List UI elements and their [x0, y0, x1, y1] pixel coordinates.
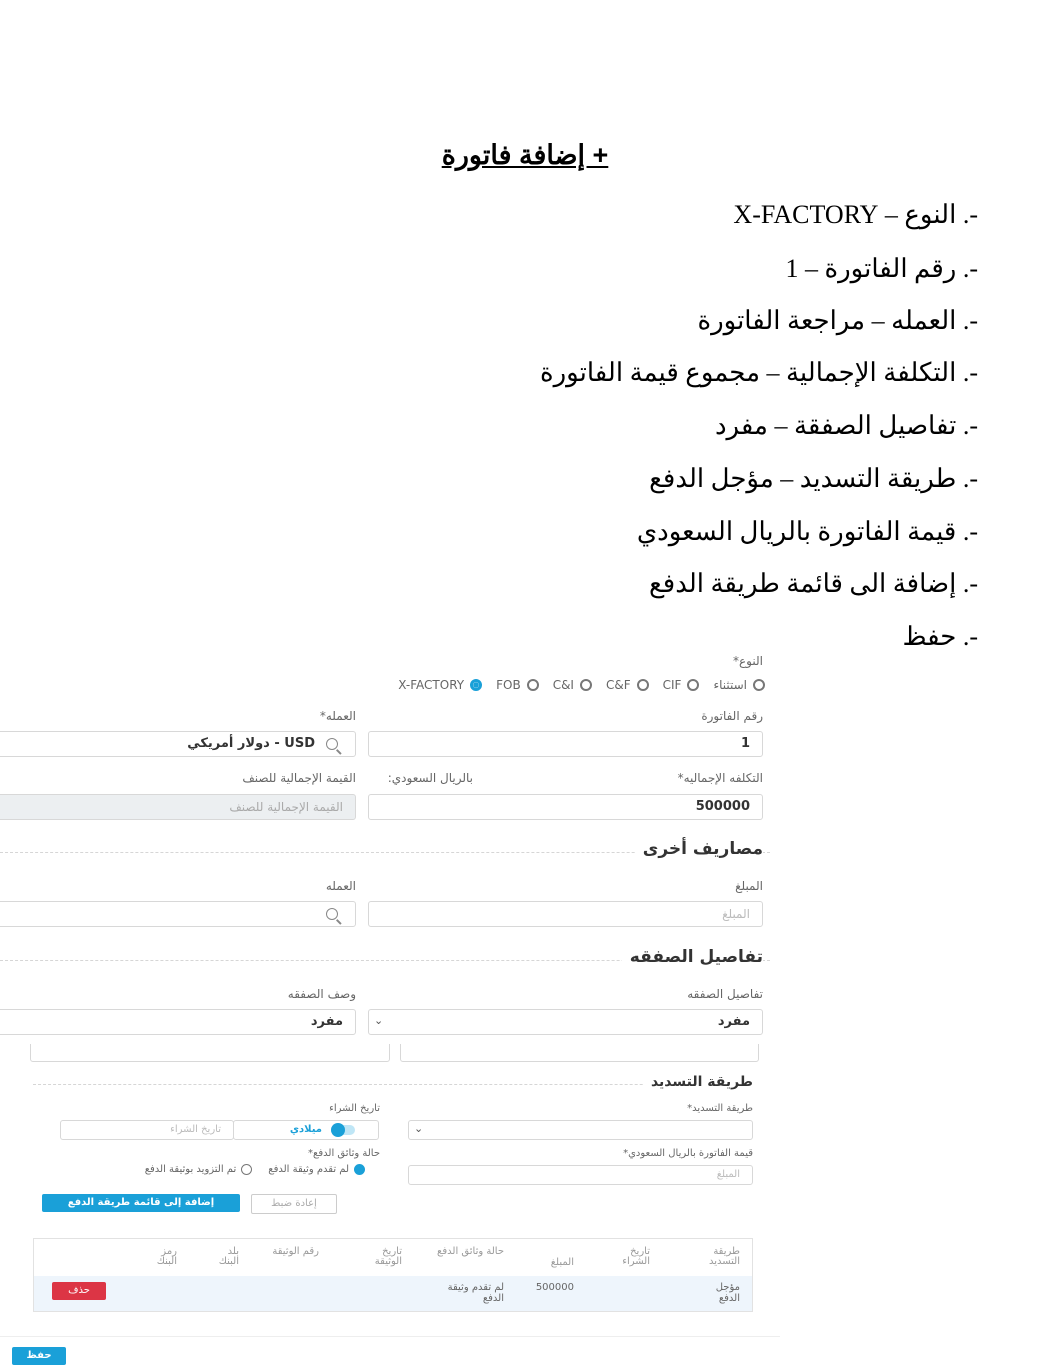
col-header: رمز البنك [156, 1246, 177, 1267]
col-header: تاريخ الوثيقة [374, 1246, 402, 1267]
doc-status-radio-group [40, 1164, 365, 1175]
delete-button[interactable]: حذف [52, 1282, 106, 1300]
invoice-number-input[interactable]: 1 [368, 731, 763, 757]
payment-method-select[interactable] [408, 1120, 753, 1140]
step-type: -. النوع – X-FACTORY [733, 200, 978, 229]
radio-not-submitted[interactable]: لم تقدم وثيقة الدفع [268, 1164, 365, 1175]
step-total-cost: -. التكلفة الإجمالية – مجموع قيمة الفاتورة [540, 358, 978, 387]
add-to-payment-list-button[interactable]: إضافة إلى قائمة طريقة الدفع [42, 1194, 240, 1212]
step-add-to-list: -. إضافة الى قائمة طريقة الدفع [648, 569, 978, 598]
col-header: حالة وثائق الدفع [437, 1246, 504, 1257]
other-expenses-title: مصاريف أخرى [635, 839, 763, 859]
radio-x-factory[interactable]: X-FACTORY [398, 678, 482, 692]
type-label: النوع* [733, 654, 763, 668]
col-header: تاريخ الشراء [622, 1246, 650, 1267]
chevron-down-icon: ⌄ [374, 1014, 384, 1027]
row-amount: 500000 [535, 1282, 574, 1293]
radio-exception[interactable]: استثناء [713, 678, 765, 692]
doc-status-label: حالة وثائق الدفع* [308, 1148, 380, 1159]
purchase-date-input[interactable]: تاريخ الشراء [60, 1120, 234, 1140]
step-invoice-sar: -. قيمة الفاتورة بالريال السعودي [636, 517, 978, 546]
currency2-label: العمله [325, 879, 356, 893]
amount-input[interactable]: المبلغ [368, 901, 763, 927]
table-row [34, 1276, 752, 1311]
radio-submitted[interactable]: تم التزويد بوثيقة الدفع [145, 1164, 253, 1175]
radio-cif[interactable]: CIF [663, 678, 700, 692]
payment-form-screenshot [0, 1044, 780, 1370]
amount-label: المبلغ [735, 879, 763, 893]
search-icon [326, 738, 338, 750]
deal-details-select[interactable]: مفرد [368, 1009, 763, 1035]
type-radio-group [398, 678, 765, 692]
step-invoice-number: -. رقم الفاتورة – 1 [785, 254, 978, 283]
deal-desc-input[interactable]: مفرد [0, 1009, 356, 1035]
radio-icon [241, 1164, 252, 1175]
payment-table [33, 1238, 753, 1312]
col-header: رقم الوثيقة [272, 1246, 319, 1257]
reset-button[interactable]: إعادة ضبط [251, 1194, 337, 1214]
calendar-type-toggle[interactable] [233, 1120, 379, 1140]
total-cost-label: التكلفه الإجماليه* [677, 771, 763, 785]
radio-icon [753, 679, 765, 691]
radio-c-and-i[interactable]: C&I [553, 678, 592, 692]
payment-method-label: طريقة التسديد* [687, 1103, 753, 1114]
row-method: مؤجل الدفع [715, 1282, 740, 1304]
radio-c-and-f[interactable]: C&F [606, 678, 649, 692]
row-doc-status: لم تقدم وثيقة الدفع [447, 1282, 504, 1304]
chevron-down-icon: ⌄ [414, 1122, 424, 1135]
radio-icon [637, 679, 649, 691]
cropped-input [30, 1044, 390, 1062]
calendar-toggle-label: ميلادي [289, 1124, 322, 1135]
radio-icon [687, 679, 699, 691]
radio-icon [527, 679, 539, 691]
currency-label: العمله* [319, 709, 356, 723]
radio-selected-icon [354, 1164, 365, 1175]
step-currency: -. العمله – مراجعة الفاتورة [697, 306, 978, 335]
invoice-number-label: رقم الفاتورة [701, 709, 763, 723]
invoice-sar-input[interactable]: المبلغ [408, 1165, 753, 1185]
step-deal-details: -. تفاصيل الصفقة – مفرد [714, 411, 978, 440]
item-total-input: القيمة الإجمالية للصنف [0, 794, 356, 820]
payment-section-title: طريقة التسديد [643, 1074, 753, 1090]
total-cost-input[interactable]: 500000 [368, 794, 763, 820]
deal-section-title: تفاصيل الصفقه [622, 947, 763, 967]
save-button[interactable]: حفظ [12, 1347, 66, 1365]
deal-desc-label: وصف الصفقه [287, 987, 356, 1001]
radio-selected-icon [470, 679, 482, 691]
toggle-switch-icon [331, 1125, 355, 1135]
col-header: بلد البنك [218, 1246, 239, 1267]
radio-icon [580, 679, 592, 691]
col-header: طريقة التسديد [708, 1246, 740, 1267]
col-header: المبلغ [550, 1257, 574, 1268]
purchase-date-label: تاريخ الشراء [329, 1103, 380, 1114]
search-icon [326, 908, 338, 920]
invoice-form-screenshot [0, 645, 780, 1045]
radio-fob[interactable]: FOB [496, 678, 539, 692]
cropped-input [400, 1044, 759, 1062]
currency2-select[interactable] [0, 901, 356, 927]
step-payment-method: -. طريقة التسديد – مؤجل الدفع [649, 464, 978, 493]
invoice-sar-label: قيمة الفاتورة بالريال السعودي* [623, 1148, 753, 1159]
footer-divider [0, 1336, 780, 1337]
currency-select[interactable]: USD - دولار أمريكي [0, 731, 356, 757]
step-save: -. حفظ [902, 622, 978, 651]
deal-details-label: تفاصيل الصفقه [687, 987, 763, 1001]
document-title: + إضافة فاتورة [441, 140, 609, 170]
item-total-label: القيمة الإجمالية للصنف [242, 771, 356, 785]
sar-label: بالريال السعودي: [387, 771, 473, 785]
